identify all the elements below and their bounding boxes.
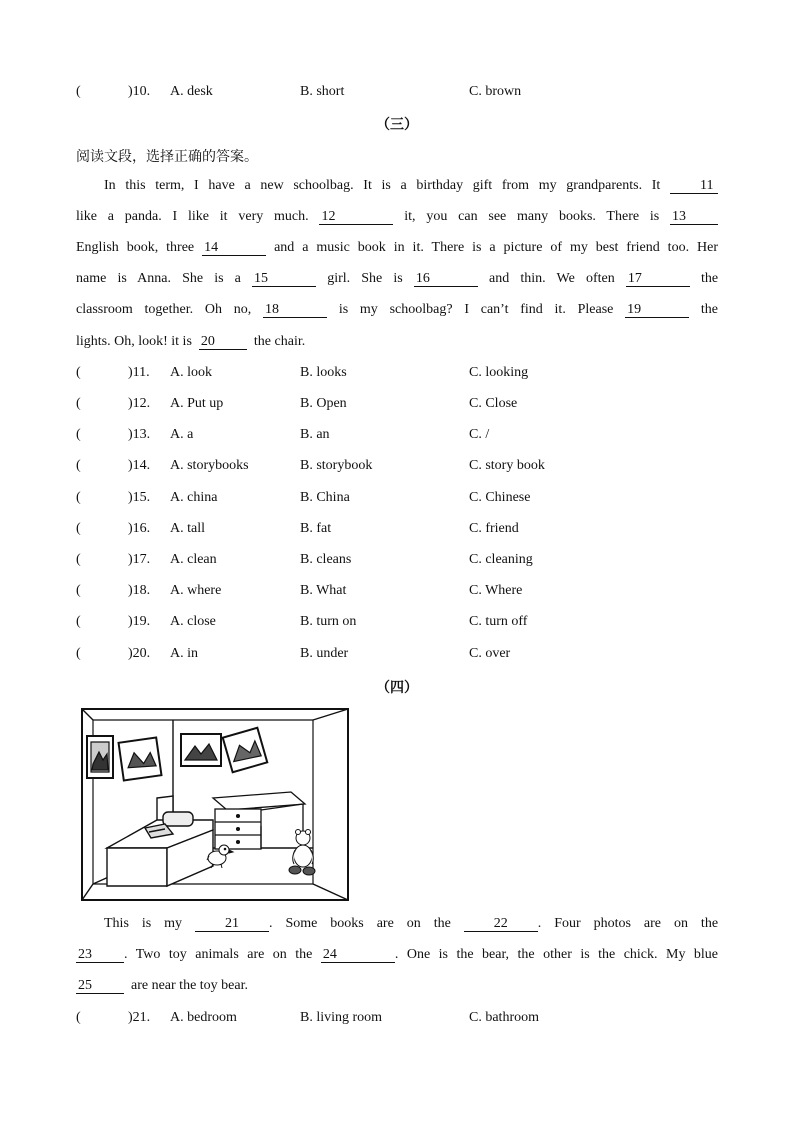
passage-text: and thin. We often bbox=[489, 271, 615, 286]
answer-paren: ( bbox=[76, 583, 81, 598]
option-c: C. friend bbox=[469, 521, 519, 536]
option-b: B. living room bbox=[300, 1010, 383, 1025]
option-b: B. under bbox=[300, 646, 349, 661]
passage-text: name is Anna. She is a bbox=[76, 271, 241, 286]
option-b: B. What bbox=[300, 583, 347, 598]
option-a: A. storybooks bbox=[170, 458, 249, 473]
question-19 bbox=[76, 614, 716, 634]
answer-paren: ( bbox=[76, 490, 81, 505]
option-c: C. Chinese bbox=[469, 490, 531, 505]
option-b: B. storybook bbox=[300, 458, 373, 473]
passage4-line-2 bbox=[76, 947, 718, 963]
passage-text: are near the toy bear. bbox=[131, 978, 248, 993]
option-c: C. story book bbox=[469, 458, 545, 473]
question-17 bbox=[76, 552, 716, 572]
passage-line-6 bbox=[76, 334, 718, 350]
blank-13: 13 bbox=[670, 209, 718, 225]
passage-line-2 bbox=[76, 209, 718, 225]
question-number: )17. bbox=[128, 552, 151, 567]
passage-text: lights. Oh, look! it is bbox=[76, 334, 192, 349]
section-4-title: （四） bbox=[376, 681, 418, 696]
passage-text: it, you can see many books. There is bbox=[404, 209, 660, 224]
question-10 bbox=[76, 84, 716, 104]
option-b: B. cleans bbox=[300, 552, 352, 567]
question-number: )16. bbox=[128, 521, 151, 536]
passage-line-4 bbox=[76, 271, 718, 287]
question-18 bbox=[76, 583, 716, 603]
question-number: )14. bbox=[128, 458, 151, 473]
passage-text: the bbox=[700, 302, 718, 317]
passage-text: In this term, I have a new schoolbag. It is a birthday gift from my grandparents. It bbox=[104, 178, 661, 193]
passage-text: the chair. bbox=[253, 334, 306, 349]
section-3-title: （三） bbox=[376, 118, 418, 133]
blank-17: 17 bbox=[626, 271, 690, 287]
option-c: C. looking bbox=[469, 365, 529, 380]
blank-23: 23 bbox=[76, 947, 124, 963]
option-a: A. a bbox=[170, 427, 194, 442]
question-number: )18. bbox=[128, 583, 151, 598]
blank-16: 16 bbox=[414, 271, 478, 287]
option-a: A. desk bbox=[170, 84, 213, 99]
option-b: B. an bbox=[300, 427, 330, 442]
option-b: B. fat bbox=[300, 521, 332, 536]
option-a: A. bedroom bbox=[170, 1010, 237, 1025]
blank-15: 15 bbox=[252, 271, 316, 287]
section-3-instruction: 阅读文段，选择正确的答案。 bbox=[76, 149, 258, 165]
passage-text: . Two toy animals are on the bbox=[124, 947, 313, 962]
question-number: )10. bbox=[128, 84, 151, 99]
blank-14: 14 bbox=[202, 240, 266, 256]
blank-22: 22 bbox=[464, 916, 538, 932]
question-16 bbox=[76, 521, 716, 541]
option-a: A. close bbox=[170, 614, 216, 629]
question-11 bbox=[76, 365, 716, 385]
blank-19: 19 bbox=[625, 302, 689, 318]
option-b: B. China bbox=[300, 490, 350, 505]
answer-paren: ( bbox=[76, 1010, 81, 1025]
question-number: )19. bbox=[128, 614, 151, 629]
option-c: C. Where bbox=[469, 583, 523, 598]
option-c: C. cleaning bbox=[469, 552, 533, 567]
passage-text: the bbox=[701, 271, 719, 286]
question-number: )15. bbox=[128, 490, 151, 505]
blank-11: 11 bbox=[670, 178, 718, 194]
option-c: C. / bbox=[469, 427, 490, 442]
option-c: C. over bbox=[469, 646, 511, 661]
question-15 bbox=[76, 490, 716, 510]
option-a: A. Put up bbox=[170, 396, 224, 411]
option-c: C. turn off bbox=[469, 614, 528, 629]
question-number: )13. bbox=[128, 427, 151, 442]
option-c: C. brown bbox=[469, 84, 522, 99]
passage-text: English book, three bbox=[76, 240, 195, 255]
passage-text: like a panda. I like it very much. bbox=[76, 209, 309, 224]
blank-12: 12 bbox=[319, 209, 393, 225]
answer-paren: ( bbox=[76, 458, 81, 473]
question-number: )11. bbox=[128, 365, 150, 380]
passage-line-5 bbox=[76, 302, 718, 318]
blank-21: 21 bbox=[195, 916, 269, 932]
passage-line-1 bbox=[76, 178, 718, 194]
answer-paren: ( bbox=[76, 614, 81, 629]
answer-paren: ( bbox=[76, 521, 81, 536]
blank-24: 24 bbox=[321, 947, 395, 963]
question-number: )20. bbox=[128, 646, 151, 661]
answer-paren: ( bbox=[76, 84, 81, 99]
blank-25: 25 bbox=[76, 978, 124, 994]
option-a: A. tall bbox=[170, 521, 205, 536]
question-number: )12. bbox=[128, 396, 151, 411]
passage-text: . One is the bear, the other is the chick. My blue bbox=[394, 947, 719, 962]
option-a: A. where bbox=[170, 583, 222, 598]
passage-text: classroom together. Oh no, bbox=[76, 302, 252, 317]
answer-paren: ( bbox=[76, 646, 81, 661]
option-b: B. looks bbox=[300, 365, 347, 380]
option-a: A. clean bbox=[170, 552, 217, 567]
option-a: A. china bbox=[170, 490, 218, 505]
answer-paren: ( bbox=[76, 365, 81, 380]
passage-text: This is my bbox=[104, 916, 183, 931]
bedroom-illustration bbox=[81, 708, 349, 901]
option-a: A. in bbox=[170, 646, 198, 661]
question-21 bbox=[76, 1010, 716, 1030]
option-a: A. look bbox=[170, 365, 212, 380]
passage4-line-1 bbox=[76, 916, 718, 932]
passage4-line-3 bbox=[76, 978, 718, 994]
question-20 bbox=[76, 646, 716, 666]
question-14 bbox=[76, 458, 716, 478]
question-12 bbox=[76, 396, 716, 416]
passage-text: . Four photos are on the bbox=[537, 916, 719, 931]
option-c: C. bathroom bbox=[469, 1010, 539, 1025]
answer-paren: ( bbox=[76, 552, 81, 567]
blank-18: 18 bbox=[263, 302, 327, 318]
passage-text: and a music book in it. There is a picture of my best friend too. Her bbox=[274, 240, 719, 255]
passage-text: . Some books are on the bbox=[269, 916, 451, 931]
passage-text: girl. She is bbox=[327, 271, 403, 286]
answer-paren: ( bbox=[76, 396, 81, 411]
question-13 bbox=[76, 427, 716, 447]
option-c: C. Close bbox=[469, 396, 518, 411]
blank-20: 20 bbox=[199, 334, 247, 350]
option-b: B. Open bbox=[300, 396, 347, 411]
option-b: B. short bbox=[300, 84, 345, 99]
passage-text: is my schoolbag? I can’t find it. Please bbox=[338, 302, 614, 317]
option-b: B. turn on bbox=[300, 614, 357, 629]
answer-paren: ( bbox=[76, 427, 81, 442]
question-number: )21. bbox=[128, 1010, 151, 1025]
passage-line-3 bbox=[76, 240, 718, 256]
